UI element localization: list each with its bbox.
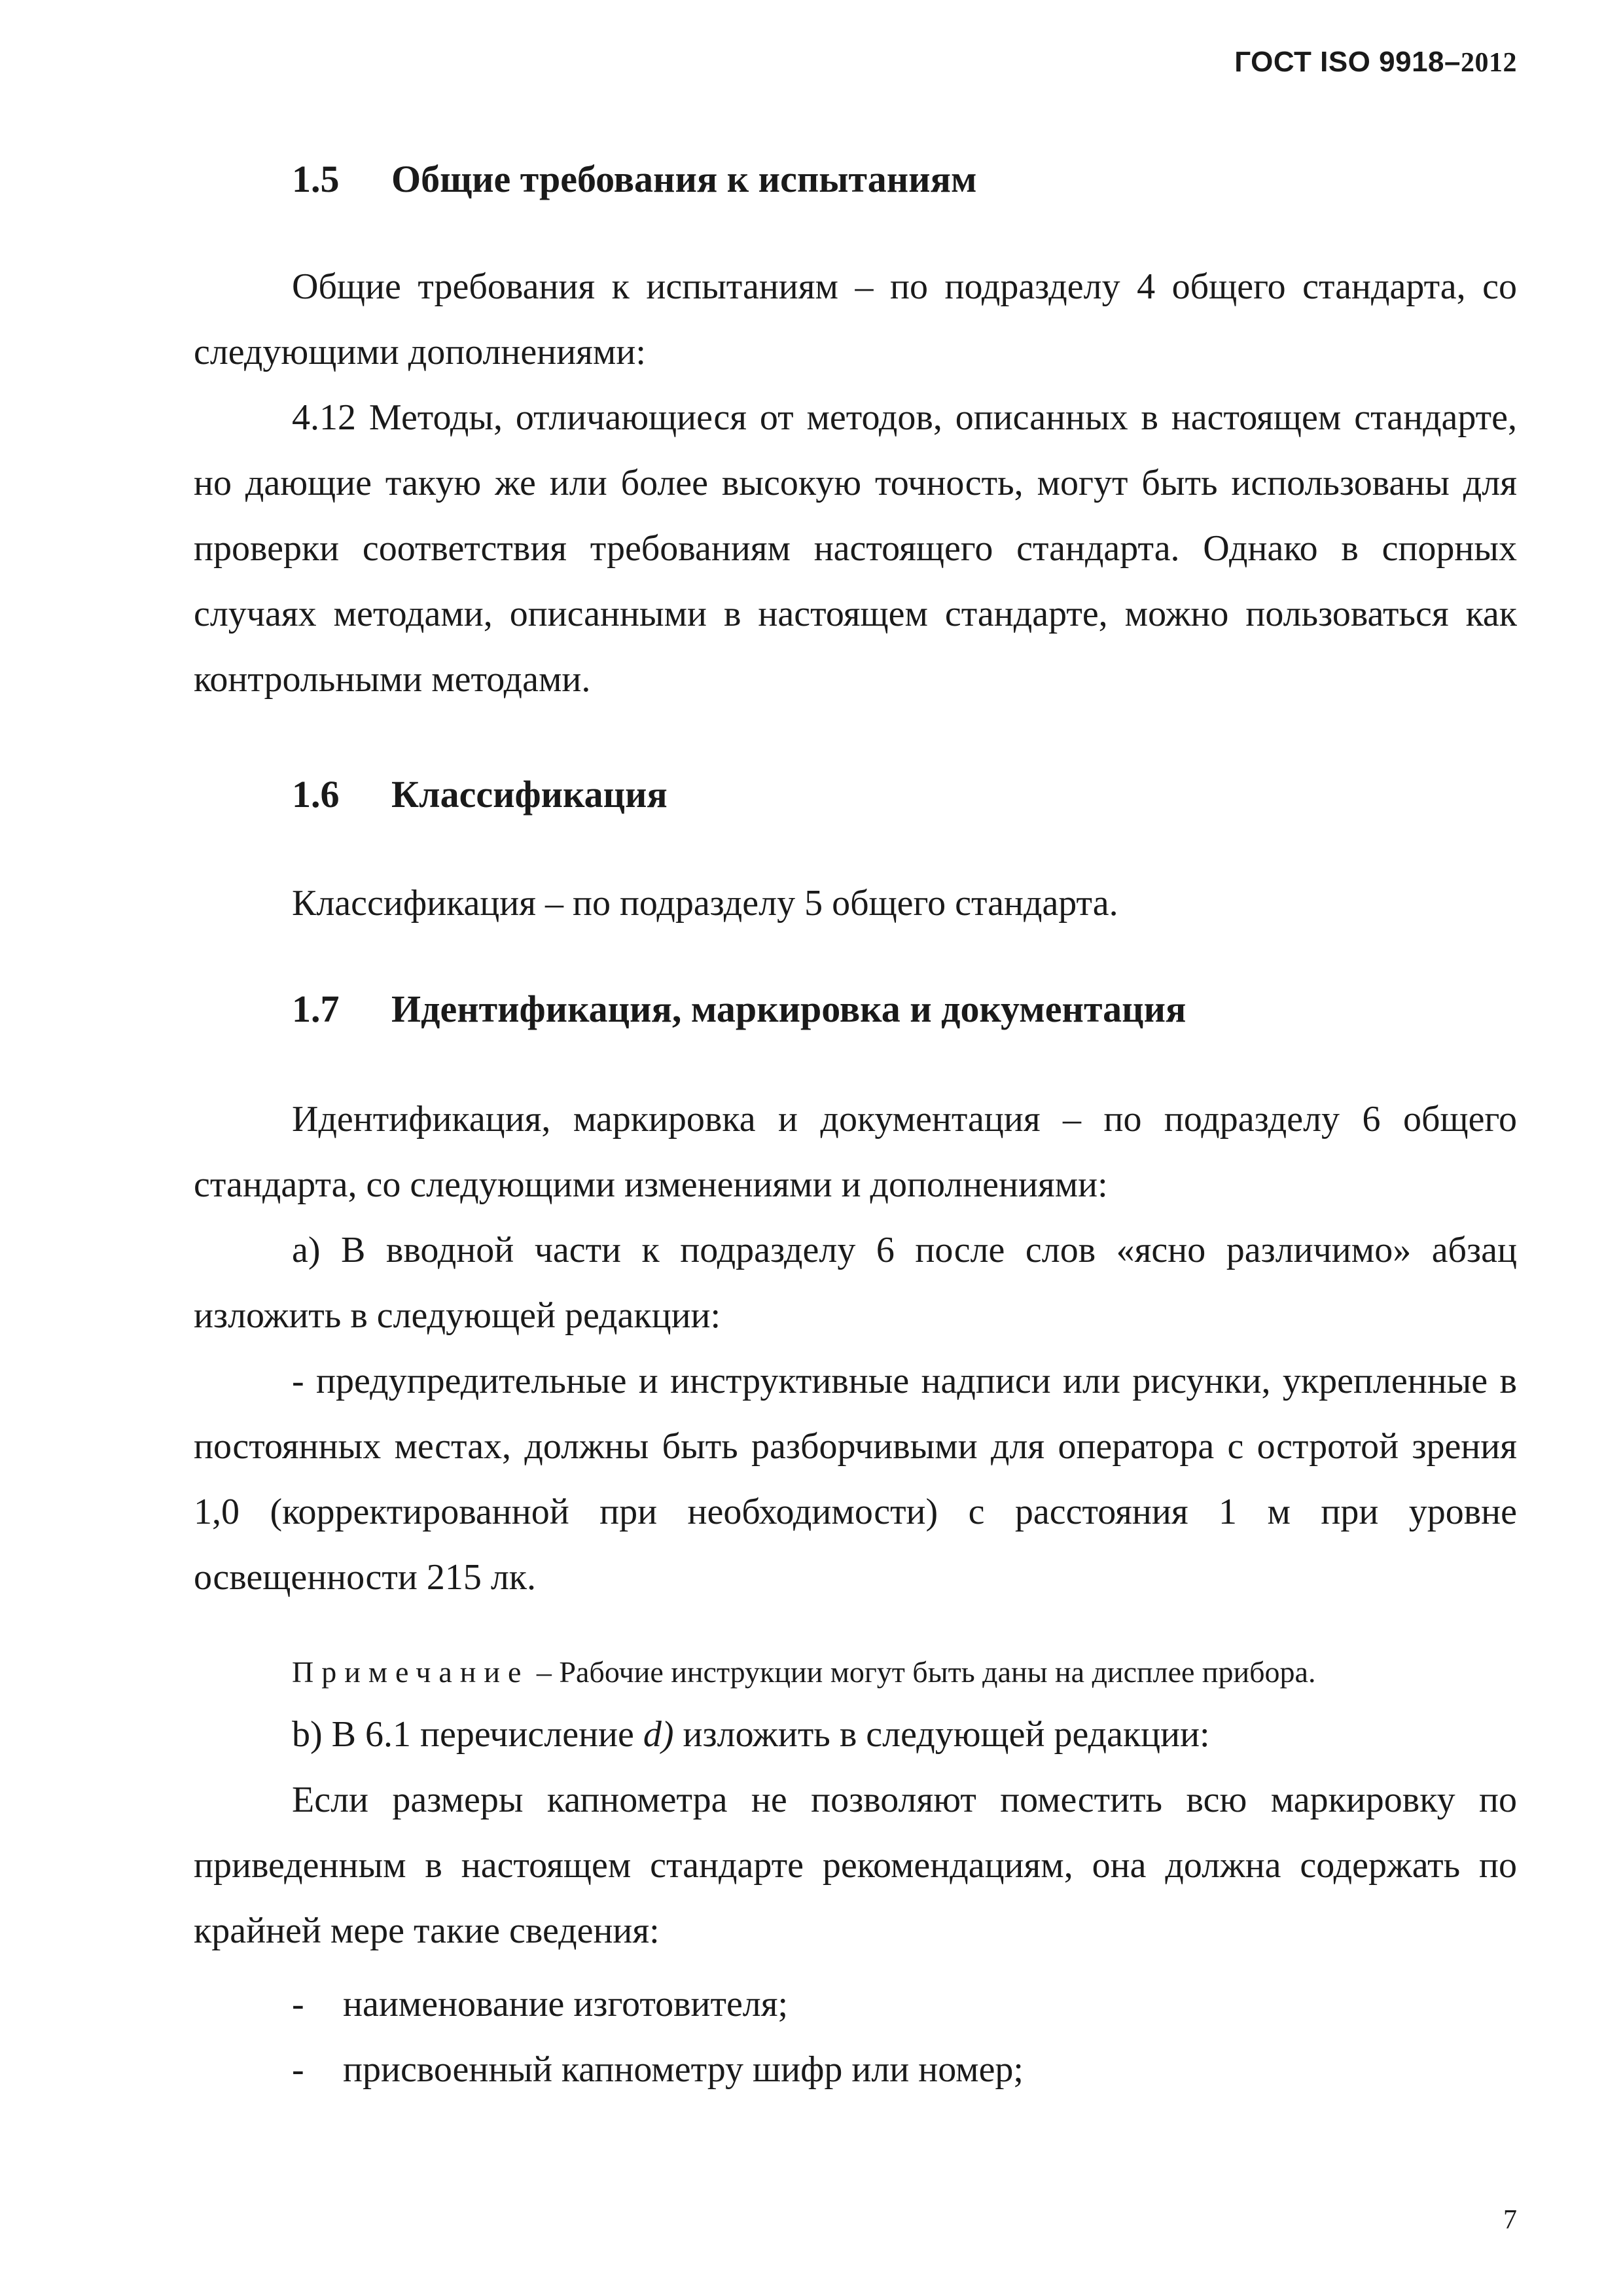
page-header	[1234, 46, 1517, 79]
note	[292, 1655, 1315, 1689]
paragraph	[292, 1702, 1517, 1767]
paragraph: - предупредительные и инструктивные надписи или рисунки, укрепленные в постоянных местах, должны быть разборчивыми для оператора с остротой зрения 1,0 (корректированной при необходимости) с расстояния 1 м при уровне освещенности 215 лк.	[194, 1361, 1517, 1598]
section-heading-1-5	[292, 157, 976, 201]
section-number: 1.7	[292, 988, 340, 1030]
page-number: 7	[1503, 2205, 1517, 2235]
section-title: Классификация	[391, 773, 668, 816]
list-text: наименование изготовителя;	[343, 1984, 789, 2024]
paragraph: Классификация – по подразделу 5 общего стандарта.	[292, 883, 1118, 924]
list-item	[292, 1983, 788, 2025]
list-marker: -	[292, 2049, 304, 2090]
b-prefix: b) В 6.1 перечисление	[292, 1714, 643, 1755]
paragraph: Если размеры капнометра не позволяют поместить всю маркировку по приведенным в настоящем стандарте рекомендациям, она должна содержать по крайней мере такие сведения:	[194, 1780, 1517, 1951]
list-item	[292, 2049, 1024, 2090]
paragraph: Идентификация, маркировка и документация – по подразделу 6 общего стандарта, со следующими изменениями и дополнениями:	[194, 1099, 1517, 1205]
b-emphasis: d)	[643, 1714, 674, 1755]
b-suffix: изложить в следующей редакции:	[673, 1714, 1210, 1755]
note-label: Примечание	[292, 1655, 529, 1689]
standard-year: 2012	[1461, 48, 1517, 78]
standard-code: ГОСТ ISO 9918	[1234, 46, 1445, 78]
section-heading-1-6	[292, 772, 668, 816]
section-title: Идентификация, маркировка и документация	[391, 988, 1186, 1030]
paragraph: Общие требования к испытаниям – по подразделу 4 общего стандарта, со следующими дополнениями:	[194, 266, 1517, 372]
section-number: 1.5	[292, 158, 340, 200]
list-marker: -	[292, 1984, 304, 2024]
section-number: 1.6	[292, 773, 340, 816]
note-text: – Рабочие инструкции могут быть даны на дисплее прибора.	[529, 1655, 1316, 1689]
paragraph: 4.12 Методы, отличающиеся от методов, описанных в настоящем стандарте, но дающие такую же или более высокую точность, могут быть использованы для проверки соответствия требованиям настоящего стандарта. Однако в спорных случаях методами, описанными в настоящем стандарте, можно пользоваться как контрольными методами.	[194, 397, 1517, 700]
list-text: присвоенный капнометру шифр или номер;	[343, 2049, 1024, 2090]
paragraph: а) В вводной части к подразделу 6 после слов «ясно различимо» абзац изложить в следующей редакции:	[194, 1230, 1517, 1336]
section-title: Общие требования к испытаниям	[391, 158, 977, 200]
standard-dash: –	[1444, 46, 1461, 78]
section-heading-1-7	[292, 987, 1186, 1031]
